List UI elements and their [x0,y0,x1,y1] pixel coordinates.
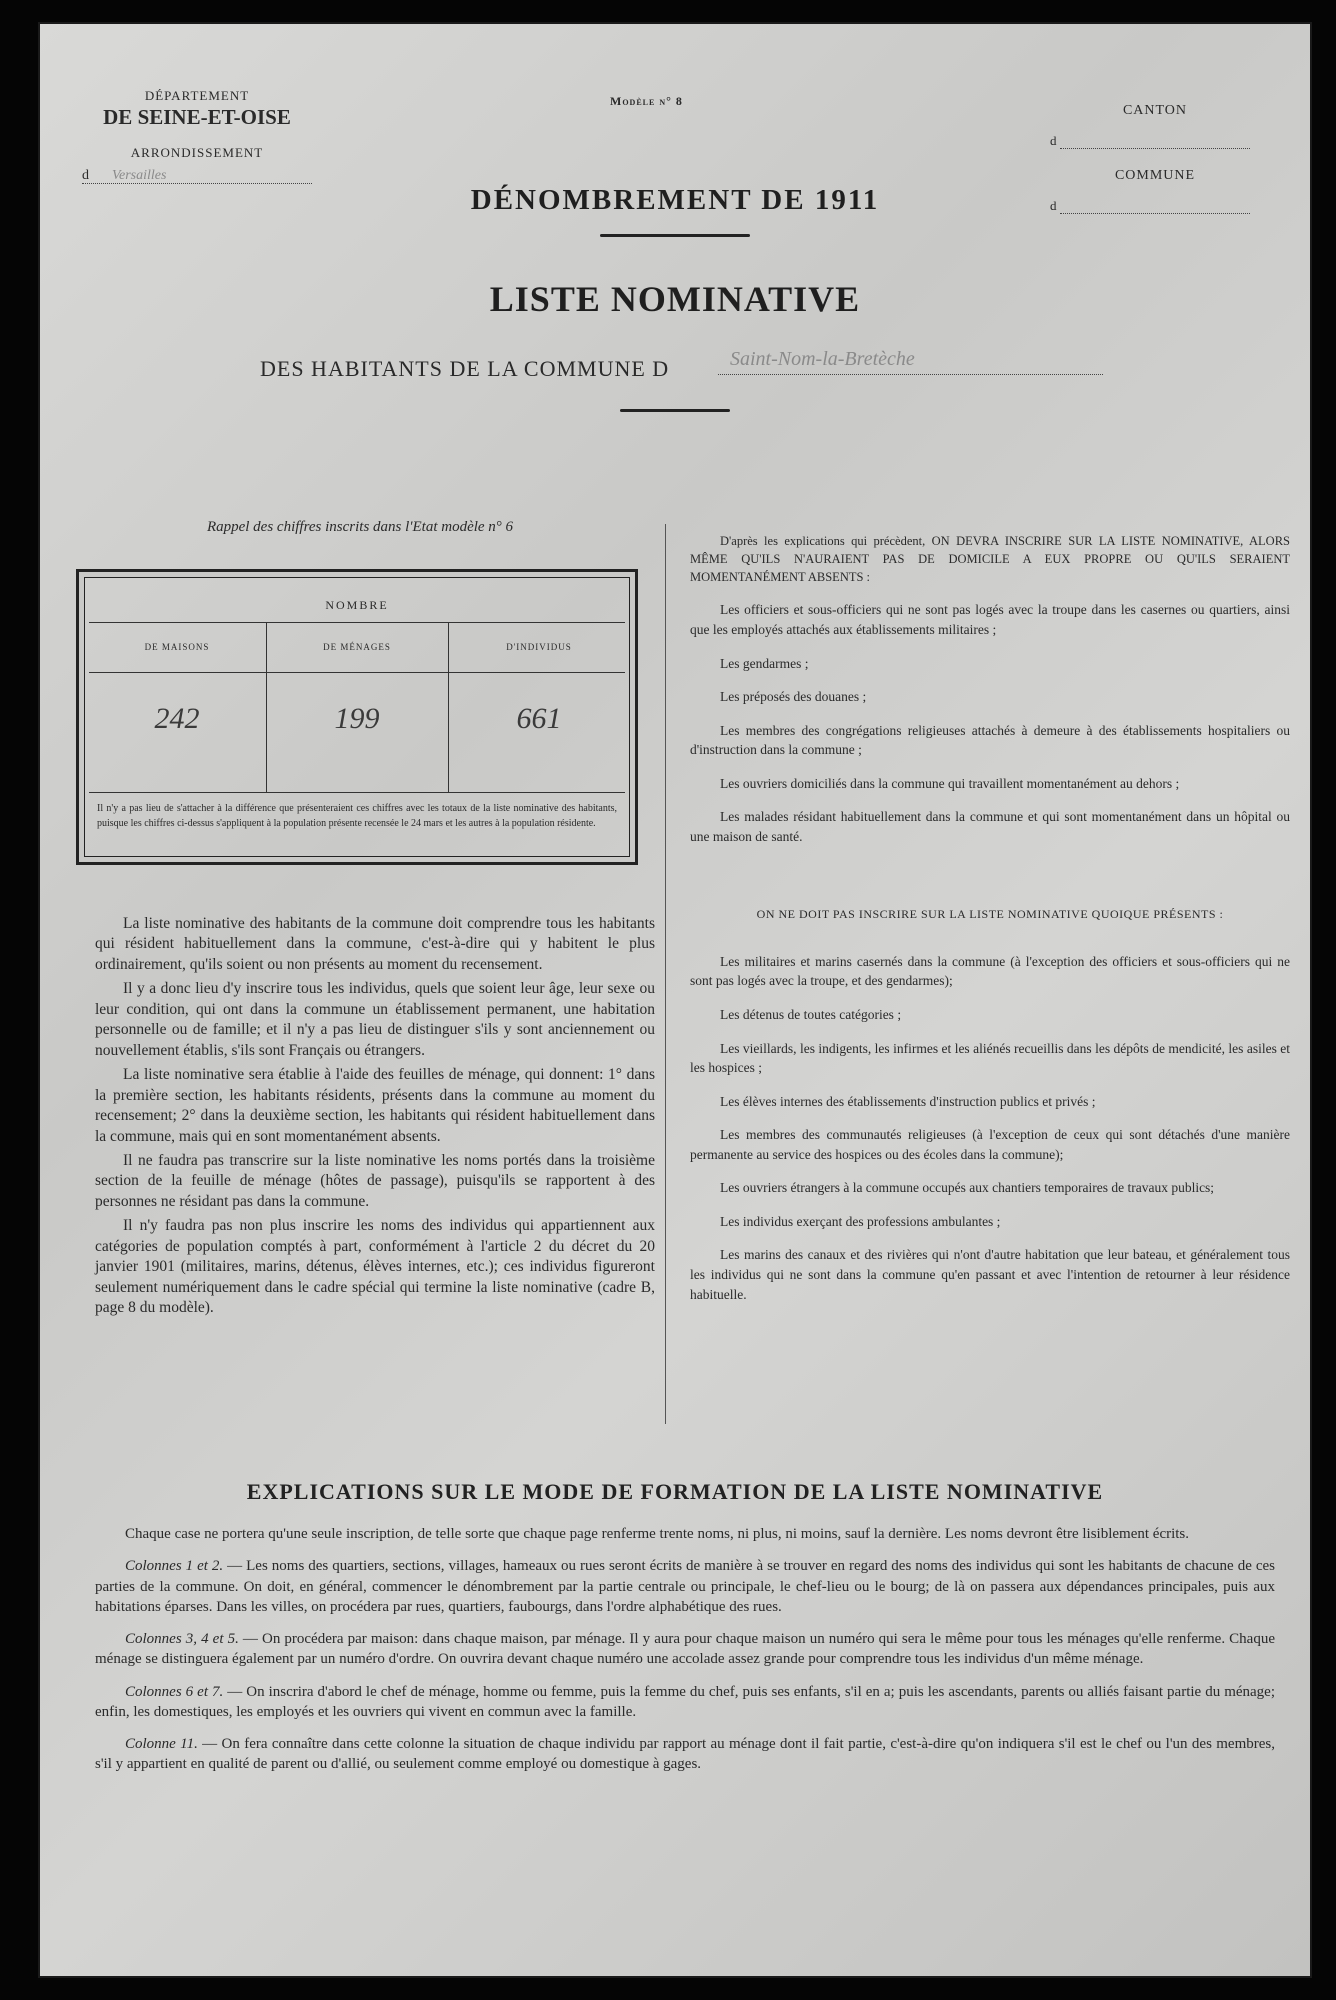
explication-paragraph [95,1629,1275,1670]
exclure-item: Les ouvriers étrangers à la commune occupés aux chantiers temporaires de travaux publics; [720,1180,1215,1196]
instruction-paragraph: La liste nominative des habitants de la commune doit comprendre tous les habitants qui résident habituellement dans la commune, c'est-à-dire qui y habitent le plus ordinairement, qu'ils soient ou non présents au moment du recensement. [95,915,655,973]
rappel-table [76,569,638,865]
rappel-note: Il n'y a pas lieu de s'attacher à la différence que présenteraient ces chiffres avec les totaux de la liste nominative des habitants, puisque les chiffres ci-dessus s'appliquent à la population présente recensée le 24 mars et les autres à la population résidente. [97,803,617,829]
page-title: DÉNOMBREMENT DE 1911 [470,184,880,216]
exclure-item: Les élèves internes des établissements d'instruction publics et privés ; [720,1093,1096,1109]
explication-text: — Les noms des quartiers, sections, villages, hameaux ou rues seront écrits de manière à se trouver en regard des noms des individus qui sont les habitants de chacune de ces parties de la commune. On doit, en général, commencer le dénombrement par la partie centrale ou principale, le chef-lieu ou le bourg; de là on passera aux dépendances principales, puis aux habitations éparses. Dans les villes, on procédera par rues, quartiers, faubourgs, dans l'ordre alphabétique des rues. [95,1558,1275,1615]
right-instructions [690,532,1290,1318]
individus-value: 661 [516,702,562,735]
explication-label: Colonnes 1 et 2. [125,1558,224,1575]
table-rule [89,792,625,793]
explication-label: Colonne 11. [125,1736,198,1752]
exclure-item: Les membres des communautés religieuses (à l'exception de ceux qui sont détachés d'une manière permanente au service des hospices ou des écoles dans la commune); [690,1127,1290,1162]
inscrire-item: Les malades résidant habituellement dans la commune et qui sont momentanément dans un hôpital ou une maison de santé. [690,809,1290,844]
exclure-item: Les militaires et marins casernés dans la commune (à l'exception des officiers et sous-officiers qui ne sont pas logés avec la troupe, et des gendarmes); [690,953,1290,989]
header-departement-block [82,88,312,184]
explication-paragraph [95,1682,1275,1723]
inscrire-item: Les membres des congrégations religieuses attachés à demeure à des établissements hospitaliers ou d'instruction dans la commune ; [690,722,1290,758]
rappel-caption: Rappel des chiffres inscrits dans l'Etat modèle n° 6 [206,519,514,535]
explication-paragraph [95,1734,1275,1775]
canton-label: CANTON [1122,103,1188,118]
exclure-item: Les vieillards, les indigents, les infirmes et les aliénés recueillis dans les dépôts de mendicité, les asiles et les hospices ; [690,1040,1290,1076]
col-individus-header: D'INDIVIDUS [506,642,572,652]
liste-title: LISTE NOMINATIVE [489,279,861,319]
table-rule [89,622,625,623]
census-sheet [40,24,1310,1976]
departement-value: DE SEINE-ET-OISE [103,105,291,130]
commune-prefix: d [1050,198,1057,214]
explication-text: — On fera connaître dans cette colonne la situation de chaque individu par rapport au ménage dont il fait partie, c'est-à-dire qu'on indiquera s'il est le chef ou l'un des membres, s'il y appartient en qualité de parent ou d'allié, ou seulement comme employé ou domestique à gages. [95,1736,1275,1773]
commune-name: Saint-Nom-la-Bretèche [730,348,915,370]
col-menages-header: DE MÉNAGES [323,642,391,652]
modele-number: Modèle n° 8 [610,94,683,108]
inscrire-item: Les ouvriers domiciliés dans la commune qui travaillent momentanément au dehors ; [720,775,1180,791]
explication-text: — On procédera par maison: dans chaque maison, par ménage. Il y aura pour chaque maison un numéro qui sera le même pour tous les ménages qu'elle renferme. Chaque ménage se distinguera également par un numéro d'ordre. On ouvrira devant chaque numéro une accolade assez grande pour comprendre tous les individus d'un même ménage. [95,1631,1275,1668]
instruction-paragraph: Il ne faudra pas transcrire sur la liste nominative les noms portés dans la troisième section de la feuille de ménage (hôtes de passage), puisqu'ils se rapportent à des personnes ne résidant pas dans la commune. [95,1151,655,1210]
column-divider [665,524,666,1424]
inscrire-item: Les préposés des douanes ; [720,689,867,705]
exclure-item: Les marins des canaux et des rivières qui n'ont d'autre habitation que leur bateau, et généralement tous les individus qui ne sont dans la commune qu'en passant et avec l'intention de retourner à leur résidence habituelle. [690,1247,1290,1302]
exclure-heading: ON NE DOIT PAS INSCRIRE SUR LA LISTE NOMINATIVE QUOIQUE PRÉSENTS : [756,907,1224,922]
exclure-item: Les individus exerçant des professions ambulantes ; [720,1213,1001,1229]
arrondissement-value: Versailles [112,167,167,183]
instruction-paragraph: Il y a donc lieu d'y inscrire tous les individus, quels que soient leur âge, leur sexe ou leur condition, qui ont dans la commune un établissement permanent, une habitation personnelle ou de famille; et il n'y a pas lieu de distinguer s'ils y sont anciennement ou nouvellement établis, s'ils sont Français ou étrangers. [95,980,655,1059]
explication-paragraph [95,1556,1275,1617]
canton-prefix: d [1050,133,1057,149]
inscrire-item: Les officiers et sous-officiers qui ne sont pas logés avec la troupe dans les casernes ou quartiers, ainsi que les employés attachés aux établissements militaires ; [690,602,1290,637]
table-rule [89,672,625,673]
departement-label: DÉPARTEMENT [144,88,250,103]
explications-title: EXPLICATIONS SUR LE MODE DE FORMATION DE LA LISTE NOMINATIVE [246,1479,1104,1504]
col-maisons-header: DE MAISONS [144,642,210,652]
instruction-paragraph: La liste nominative sera établie à l'aide des feuilles de ménage, qui donnent: 1° dans la première section, les habitants résidents, présents dans la commune au moment du recensement; 2° dans la deuxième section, les habitants qui résident habituellement dans la commune, mais qui en sont momentanément absents. [95,1066,655,1145]
nombre-header: NOMBRE [325,598,389,612]
instruction-paragraph: Il n'y faudra pas non plus inscrire les noms des individus qui appartiennent aux catégories de population comptés à part, conformément à l'article 2 du décret du 20 janvier 1901 (militaires, marins, détenus, élèves internes, etc.); ces individus figureront seulement numériquement dans le cadre spécial qui termine la liste nominative (cadre B, page 8 du modèle). [95,1217,655,1317]
inscrire-intro: D'après les explications qui précèdent, ON DEVRA INSCRIRE SUR LA LISTE NOMINATIVE, ALORS MÊME QU'ILS N'AURAIENT PAS DE DOMICILE A EUX PROPRE OU QU'ILS SERAIENT MOMENTANÉMENT ABSENTS : [690,534,1290,585]
inscrire-item: Les gendarmes ; [720,655,809,671]
explication-label: Colonnes 3, 4 et 5. [125,1631,239,1647]
explications-body [95,1524,1275,1787]
canton-line [1050,130,1250,149]
explication-label: Colonnes 6 et 7. [125,1683,224,1700]
ornament-divider [600,234,750,237]
ornament-divider-2 [620,409,730,412]
commune-label: COMMUNE [1114,168,1196,184]
explication-text: — On inscrira d'abord le chef de ménage, homme ou femme, puis la femme du chef, puis ses enfants, s'il en a; puis les ascendants, parents ou alliés faisant partie du ménage; enfin, les domestiques, les employés et les ouvriers qui vivent en commun avec la famille. [95,1683,1275,1720]
arrondissement-label: ARRONDISSEMENT [130,144,264,160]
exclure-item: Les détenus de toutes catégories ; [720,1006,902,1022]
maisons-value: 242 [154,702,200,735]
explication-text: Chaque case ne portera qu'une seule inscription, de telle sorte que chaque page renferme trente noms, ni plus, ni moins, sauf la dernière. Les noms devront être lisiblement écrits. [125,1526,1190,1542]
left-instructions [95,914,655,1323]
explication-paragraph [95,1524,1275,1544]
menages-value: 199 [334,702,380,735]
arrondissement-line [82,167,312,184]
habitants-title: DES HABITANTS DE LA COMMUNE D [260,356,670,381]
arrondissement-prefix: d [82,168,89,184]
